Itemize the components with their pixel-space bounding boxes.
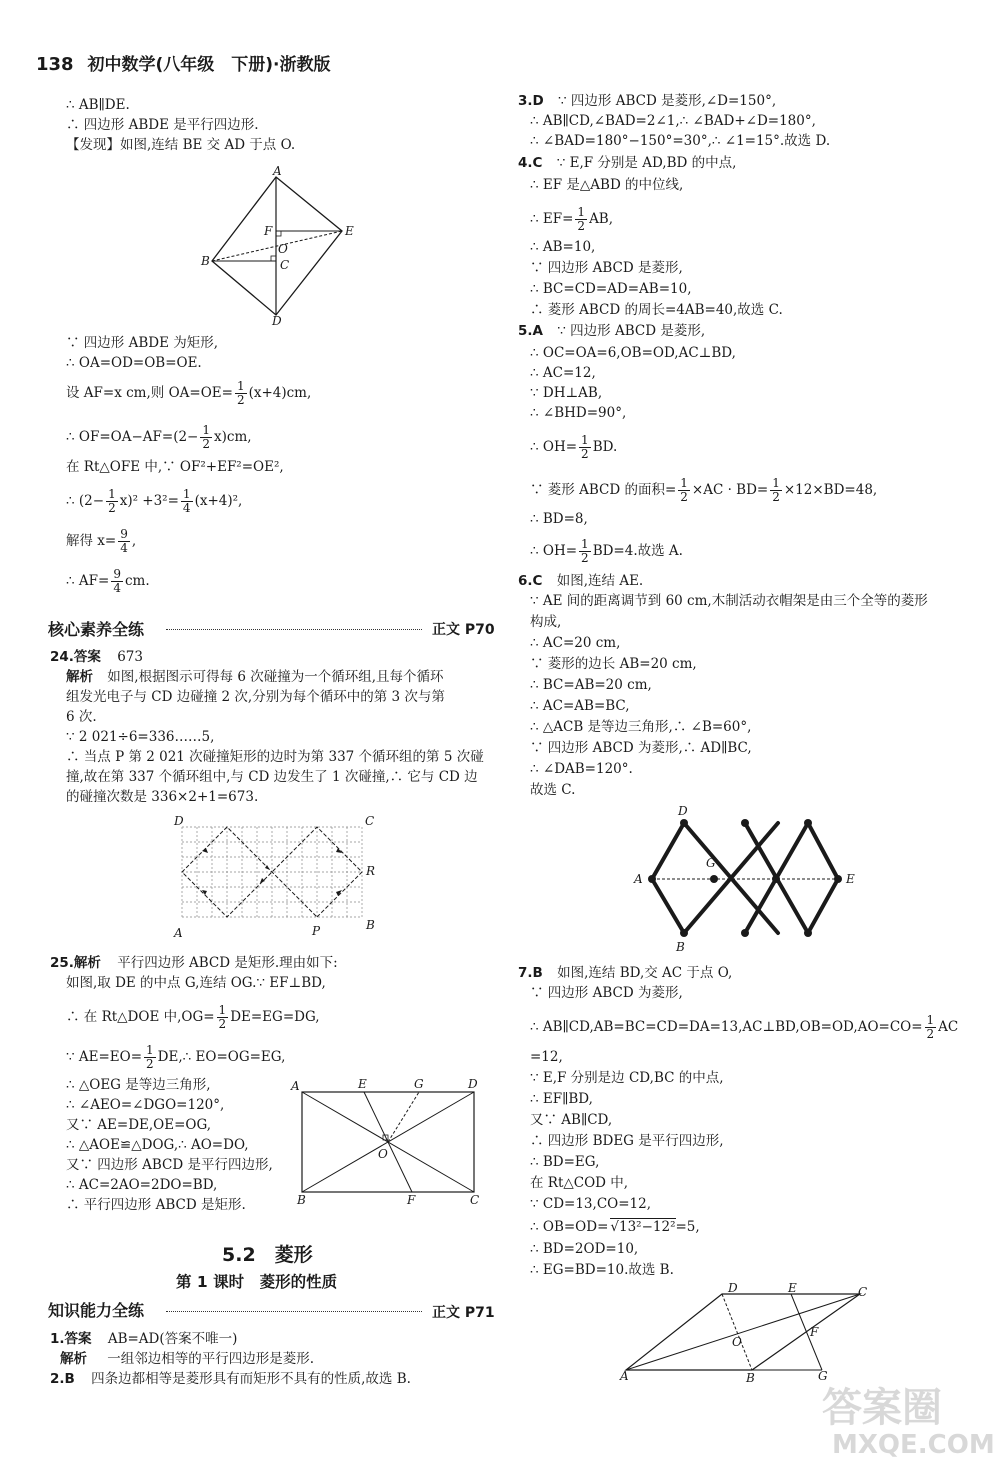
- label-g: G: [706, 856, 716, 870]
- text-line: 又∵ AB∥CD,: [530, 1112, 613, 1128]
- fraction: $\frac{9}{4}$: [120, 527, 128, 555]
- fraction: $\frac{9}{4}$: [113, 567, 121, 595]
- label-d: D: [174, 815, 184, 828]
- label-a: A: [174, 926, 183, 940]
- fraction: $\frac{1}{2}$: [202, 423, 210, 451]
- text-line: 故选 C.: [530, 782, 576, 798]
- question-number: 2.B: [50, 1371, 75, 1387]
- section-title: 核心素养全练: [48, 620, 145, 639]
- text-line: ∵ 四边形 ABCD 为菱形,∴ AD∥BC,: [530, 740, 752, 756]
- text-line: ∴ AB∥CD,∠BAD=2∠1,∴ ∠BAD+∠D=180°,: [530, 113, 816, 129]
- label-c: C: [858, 1285, 868, 1299]
- diagonal-ac: [626, 1294, 860, 1370]
- label-b: B: [676, 940, 685, 953]
- label-r: R: [366, 864, 376, 878]
- text-line: ∵ 2 021÷6=336……5,: [66, 729, 215, 745]
- math-line: ∴ OF=OA−AF=(2− $\frac{1}{2}$ x)cm,: [66, 423, 252, 451]
- label-e: E: [345, 224, 354, 238]
- math-line: ∴ EF= $\frac{1}{2}$ AB,: [530, 205, 614, 233]
- text-line: ∴ 菱形 ABCD 的周长=4AB=40,故选 C.: [530, 302, 783, 318]
- math-line: ∴ OB=OD= √13²−12²=5,: [530, 1219, 700, 1235]
- text-line: ∴ BD=8,: [530, 511, 588, 527]
- text-line: ∴ AB=10,: [530, 239, 596, 255]
- fraction: $\frac{1}{2}$: [772, 476, 780, 504]
- text-line: ∴ AC=AB=BC,: [530, 698, 630, 714]
- text-line: ∵ 四边形 ABDE 为矩形,: [66, 335, 219, 351]
- math-line: ∴ (2− $\frac{1}{2}$ x)² +3²= $\frac{1}{4}$ (x+4)²,: [66, 487, 243, 515]
- fraction: $\frac{1}{2}$: [146, 1043, 154, 1071]
- text-line: ∴ BD=EG,: [530, 1154, 600, 1170]
- text-line: ∴ BC=AB=20 cm,: [530, 677, 652, 693]
- text-line: ∵ 四边形 ABCD 为菱形,: [530, 985, 683, 1001]
- question-number: 4.C: [518, 155, 543, 171]
- text-line: 如图,取 DE 的中点 G,连结 OG.∵ EF⊥BD,: [66, 975, 326, 991]
- text-line: ∴ △AOE≌△DOG,∴ AO=DO,: [66, 1137, 249, 1153]
- text-line: ∴ EG=BD=10.故选 B.: [530, 1262, 674, 1278]
- text-line: ∴ OA=OD=OB=OE.: [66, 355, 202, 371]
- math-line: ∴ OH= $\frac{1}{2}$ BD.: [530, 433, 618, 461]
- text-line: ∵ AE 间的距离调节到 60 cm,木制活动衣帽架是由三个全等的菱形: [530, 593, 928, 609]
- text-line: ∴ 四边形 ABDE 是平行四边形.: [66, 117, 259, 133]
- label-o: O: [278, 242, 288, 256]
- text-line: ∴ 当点 P 第 2 021 次碰撞矩形的边时为第 337 个循环组的第 5 次碰: [66, 749, 484, 765]
- label-f: F: [407, 1193, 416, 1207]
- text-line: 撞,故在第 337 个循环组中,与 CD 边发生了 1 次碰撞,∴ 它与 CD 边: [66, 769, 478, 785]
- book-title: 初中数学(八年级 下册)·浙教版: [87, 55, 331, 75]
- text-line: ∴ AC=12,: [530, 365, 596, 381]
- fraction: $\frac{1}{2}$: [926, 1013, 935, 1041]
- fraction: $\frac{1}{2}$: [108, 487, 116, 515]
- text-line: ∴ 四边形 BDEG 是平行四边形,: [530, 1133, 724, 1149]
- label-c: C: [280, 258, 290, 272]
- math-line: ∴ AB∥CD,AB=BC=CD=DA=13,AC⊥BD,OB=OD,AO=CO= $\frac{1}{2}$ AC: [530, 1013, 959, 1041]
- label-a: A: [273, 165, 282, 178]
- text-line: 在 Rt△OFE 中,∵ OF²+EF²=OE²,: [66, 459, 284, 475]
- text-line: ∴ ∠BAD=180°−150°=30°,∴ ∠1=15°.故选 D.: [530, 133, 831, 149]
- right-angle-c: [271, 256, 276, 261]
- label-g: G: [818, 1369, 828, 1383]
- question-number: 5.A: [518, 323, 543, 339]
- question-number: 3.D: [518, 93, 544, 109]
- text-line: ∵ 四边形 ABCD 是菱形,: [530, 260, 683, 276]
- math-line: ∴ OH= $\frac{1}{2}$ BD=4.故选 A.: [530, 537, 683, 565]
- text-line: ∴ AC=2AO=2DO=BD,: [66, 1177, 218, 1193]
- question-1: 1.答案 AB=AD(答案不唯一): [50, 1331, 238, 1347]
- figure-rectangle-abde: [196, 165, 356, 325]
- label-d: D: [272, 314, 282, 325]
- watermark-logo: 答案圈: [822, 1385, 942, 1431]
- text-line: ∴ △ACB 是等边三角形,∴ ∠B=60°,: [530, 719, 752, 735]
- segment-og: [388, 1092, 419, 1142]
- text-line: ∴ AC=20 cm,: [530, 635, 621, 651]
- right-angle-f: [276, 231, 281, 236]
- question-number: 1.答案: [50, 1331, 92, 1347]
- figure-coat-rack: [628, 803, 864, 953]
- question-3: 3.D ∵ 四边形 ABCD 是菱形,∠D=150°,: [518, 93, 777, 109]
- figure-parallelogram-abcd: [288, 1076, 488, 1208]
- label-a: A: [620, 1369, 629, 1383]
- text-line: 组发光电子与 CD 边碰撞 2 次,分别为每个循环中的第 3 次与第: [66, 689, 445, 705]
- text-line: 在 Rt△COD 中,: [530, 1175, 629, 1191]
- diagonal-bd: [722, 1294, 752, 1370]
- page-number: 138: [36, 54, 74, 75]
- text-line: ∴ BC=CD=AD=AB=10,: [530, 281, 692, 297]
- math-line: ∴ AF= $\frac{9}{4}$ cm.: [66, 567, 150, 595]
- math-line: 解得 x= $\frac{9}{4}$ ,: [66, 527, 137, 555]
- text-line: ∴ EF 是△ABD 的中位线,: [530, 177, 684, 193]
- section-page-ref: 正文 P71: [432, 1305, 495, 1321]
- label-e: E: [358, 1077, 367, 1091]
- dotted-leader: [166, 1311, 422, 1312]
- question-25: 25.解析 平行四边形 ABCD 是矩形.理由如下:: [50, 955, 338, 971]
- text-line: ∵ DH⊥AB,: [530, 385, 603, 401]
- question-number: 7.B: [518, 965, 543, 981]
- figure-collision-grid: [170, 815, 385, 945]
- fraction: $\frac{1}{2}$: [581, 433, 589, 461]
- label-d: D: [468, 1077, 478, 1091]
- label-a: A: [291, 1079, 300, 1093]
- section-page-ref: 正文 P70: [432, 622, 495, 638]
- text-line: 又∵ AE=DE,OE=OG,: [66, 1117, 212, 1133]
- label-e: E: [788, 1281, 797, 1295]
- fraction: $\frac{1}{2}$: [680, 476, 688, 504]
- label-c: C: [365, 815, 375, 828]
- label-b: B: [746, 1371, 755, 1385]
- text-line: ∴ △OEG 是等边三角形,: [66, 1077, 211, 1093]
- fraction: $\frac{1}{4}$: [182, 487, 191, 515]
- section-title: 知识能力全练: [48, 1301, 145, 1320]
- question-4: 4.C ∵ E,F 分别是 AD,BD 的中点,: [518, 155, 737, 171]
- fraction: $\frac{1}{2}$: [218, 1003, 227, 1031]
- text-line: ∴ OC=OA=6,OB=OD,AC⊥BD,: [530, 345, 736, 361]
- text-line: 又∵ 四边形 ABCD 是平行四边形,: [66, 1157, 273, 1173]
- text-line: ∴ EF∥BD,: [530, 1091, 593, 1107]
- figure-rhombus-abcd: [612, 1280, 878, 1385]
- label-b: B: [366, 918, 375, 932]
- rack-bars: [652, 823, 838, 933]
- question-6: 6.C 如图,连结 AE.: [518, 573, 644, 589]
- label-c: C: [470, 1193, 480, 1207]
- question-number: 24.答案: [50, 649, 101, 665]
- question-number: 25.解析: [50, 955, 101, 971]
- text-line: 的碰撞次数是 336×2+1=673.: [66, 789, 259, 805]
- text-line: ∵ 菱形的边长 AB=20 cm,: [530, 656, 697, 672]
- chapter-title: 5.2 菱形: [222, 1244, 313, 1266]
- watermark-url: MXQE.COM: [832, 1430, 995, 1460]
- page-header: [36, 50, 331, 75]
- fraction: $\frac{1}{2}$: [577, 205, 586, 233]
- math-line: 设 AF=x cm,则 OA=OE= $\frac{1}{2}$ (x+4)cm,: [66, 379, 312, 407]
- math-line: ∵ 菱形 ABCD 的面积= $\frac{1}{2}$ ×AC · BD= $\frac{1}{2}$ ×12×BD=48,: [530, 476, 878, 504]
- text-line: ∴ ∠BHD=90°,: [530, 405, 627, 421]
- label-o: O: [378, 1147, 388, 1161]
- text-line: ∴ BD=2OD=10,: [530, 1241, 639, 1257]
- question-number: 6.C: [518, 573, 543, 589]
- answer-value: 673: [117, 649, 143, 665]
- label-g: G: [414, 1077, 424, 1091]
- math-line: ∵ AE=EO= $\frac{1}{2}$ DE,∴ EO=OG=EG,: [66, 1043, 286, 1071]
- explanation-line: 解析 如图,根据图示可得每 6 次碰撞为一个循环组,且每个循环: [66, 669, 444, 685]
- label-e: E: [846, 872, 855, 886]
- label-d: D: [678, 804, 688, 818]
- text-line: =12,: [530, 1049, 563, 1065]
- label-f: F: [264, 224, 273, 238]
- text-line: 构成,: [530, 614, 562, 630]
- question-2: 2.B 四条边都相等是菱形具有而矩形不具有的性质,故选 B.: [50, 1371, 411, 1387]
- text-line: ∴ 平行四边形 ABCD 是矩形.: [66, 1197, 246, 1213]
- label-p: P: [312, 924, 321, 938]
- explanation-line: 解析 一组邻边相等的平行四边形是菱形.: [60, 1351, 315, 1367]
- fraction: $\frac{1}{2}$: [581, 537, 589, 565]
- text-line: ∵ E,F 分别是边 CD,BC 的中点,: [530, 1070, 724, 1086]
- label-f: F: [810, 1325, 819, 1339]
- label-b: B: [297, 1193, 306, 1207]
- lesson-title: 第 1 课时 菱形的性质: [176, 1273, 338, 1291]
- text-line: ∴ AB∥DE.: [66, 97, 130, 113]
- label-a: A: [634, 872, 643, 886]
- label-d: D: [728, 1281, 738, 1295]
- fraction: $\frac{1}{2}$: [236, 379, 245, 407]
- question-5: 5.A ∵ 四边形 ABCD 是菱形,: [518, 323, 706, 339]
- text-line: ∵ CD=13,CO=12,: [530, 1196, 651, 1212]
- question-24: [50, 648, 143, 666]
- text-line: ∴ ∠DAB=120°.: [530, 761, 633, 777]
- label-b: B: [201, 254, 210, 268]
- question-7: 7.B 如图,连结 BD,交 AC 于点 O,: [518, 965, 733, 981]
- text-line: 6 次.: [66, 709, 97, 725]
- math-line: ∴ 在 Rt△DOE 中,OG= $\frac{1}{2}$ DE=EG=DG,: [66, 1003, 320, 1031]
- text-line: 【发现】如图,连结 BE 交 AD 于点 O.: [66, 137, 296, 153]
- label-o: O: [732, 1335, 742, 1349]
- dotted-leader: [166, 629, 422, 630]
- text-line: ∴ ∠AEO=∠DGO=120°,: [66, 1097, 225, 1113]
